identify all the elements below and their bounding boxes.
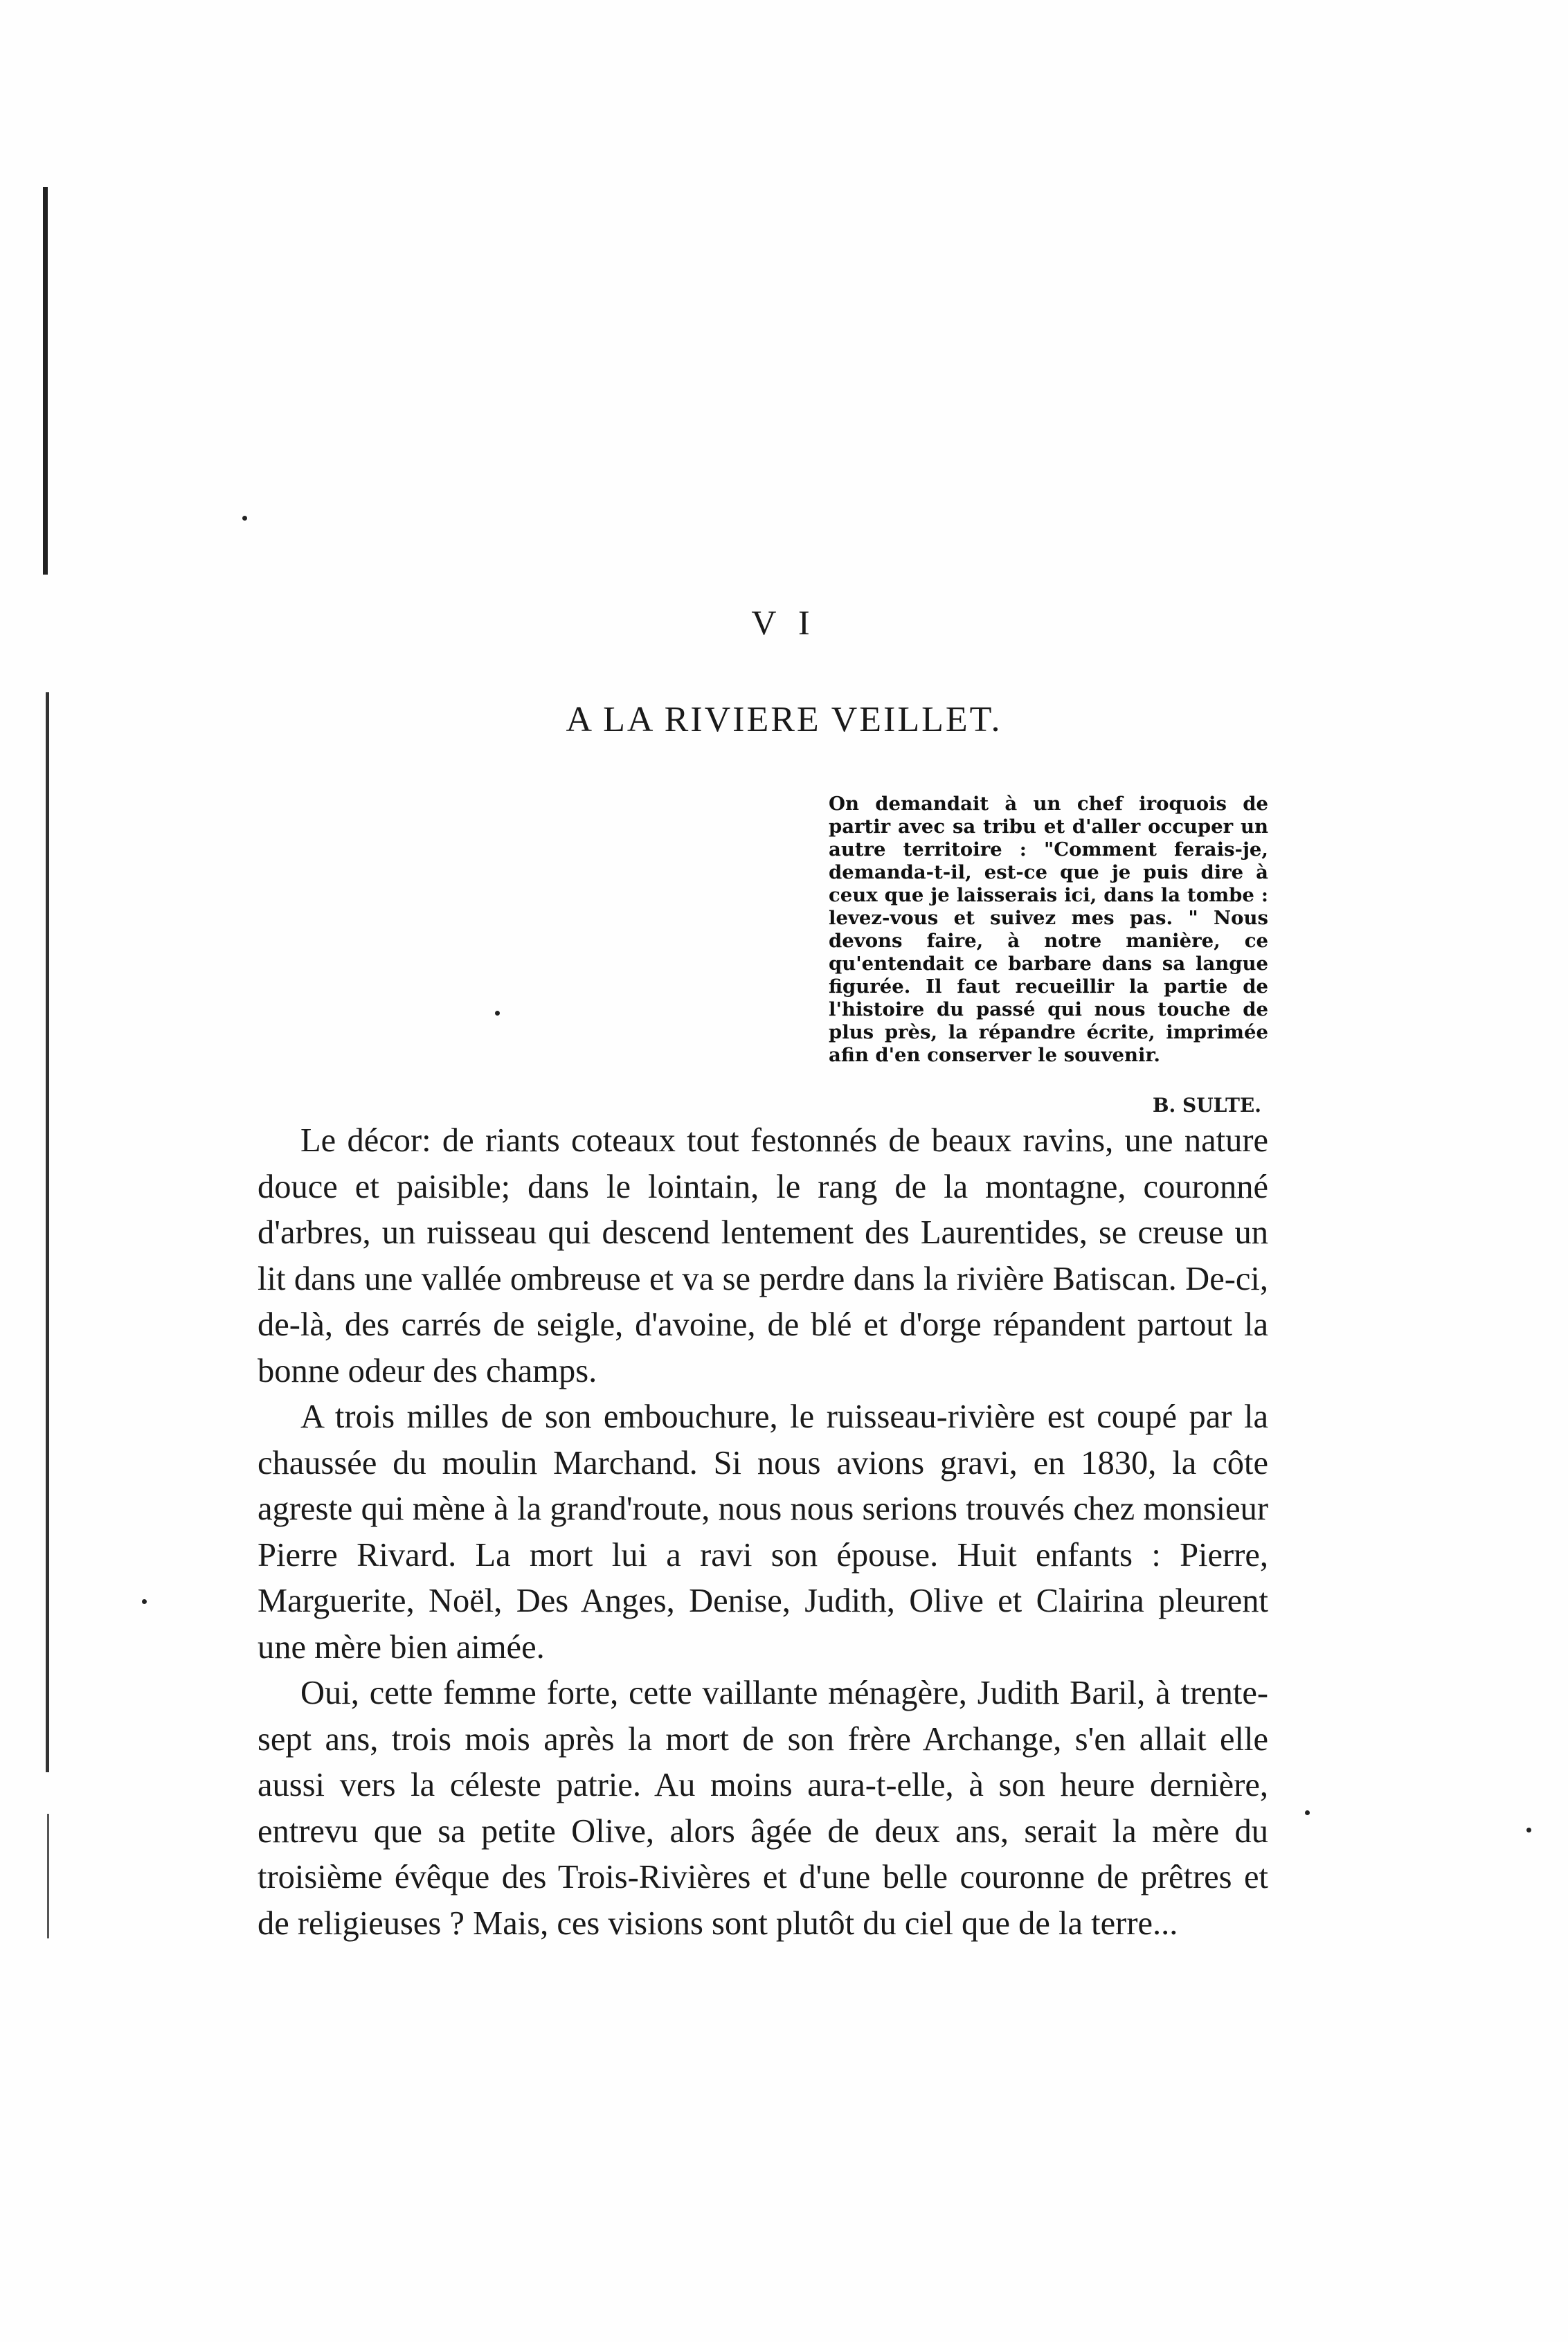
epigraph-text: On demandait à un chef iroquois de partir avec sa tribu et d'aller occuper un autre territoire : "Comment ferais-je, demanda-t-il, est-ce que je puis dire à ceux que je laisserais ici, dans la tombe : levez-vous et suivez mes pas. " Nous devons faire, à notre manière, ce qu'entendait ce barbare dans sa langue figurée. Il faut recueillir la partie de l'histoire du passé qui nous touche de plus près, la répandre écrite, imprimée afin d'en conserver le souvenir.	[829, 793, 1268, 1066]
scan-binding-artifact	[47, 1814, 49, 1938]
chapter-body	[258, 1118, 1268, 1947]
chapter-number: V I	[751, 603, 817, 642]
paragraph: Le décor: de riants coteaux tout festonnés de beaux ravins, une nature douce et paisible; dans le lointain, le rang de la montagne, couronné d'arbres, un ruisseau qui descend lentement des Laurentides, se creuse un lit dans une vallée ombreuse et va se perdre dans la rivière Batiscan. De-ci, de-là, des carrés de seigle, d'avoine, de blé et d'orge répandent partout la bonne odeur des champs.	[258, 1122, 1268, 1389]
scan-speck	[1305, 1810, 1310, 1815]
scan-binding-artifact	[43, 187, 48, 575]
paragraph: A trois milles de son embouchure, le ruisseau-rivière est coupé par la chaussée du moulin Marchand. Si nous avions gravi, en 1830, la côte agreste qui mène à la grand'route, nous nous serions trouvés chez monsieur Pierre Rivard. La mort lui a ravi son épouse. Huit enfants : Pierre, Marguerite, Noël, Des Anges, Denise, Judith, Olive et Clairina pleurent une mère bien aimée.	[258, 1398, 1268, 1666]
chapter-title: A LA RIVIERE VEILLET.	[566, 700, 1002, 739]
scan-binding-artifact	[46, 692, 49, 1772]
epigraph-author: B. SULTE.	[1152, 1094, 1261, 1117]
scan-speck	[495, 1011, 500, 1016]
scan-speck	[1526, 1828, 1531, 1832]
scan-speck	[142, 1599, 147, 1604]
paragraph: Oui, cette femme forte, cette vaillante ménagère, Judith Baril, à trente-sept ans, trois mois après la mort de son frère Archange, s'en allait elle aussi vers la céleste patrie. Au moins aura-t-elle, à son heure dernière, entrevu que sa petite Olive, alors âgée de deux ans, serait la mère du troisième évêque des Trois-Rivières et d'une belle couronne de prêtres et de religieuses ? Mais, ces visions sont plutôt du ciel que de la terre...	[258, 1675, 1268, 1942]
scan-speck	[242, 516, 247, 521]
